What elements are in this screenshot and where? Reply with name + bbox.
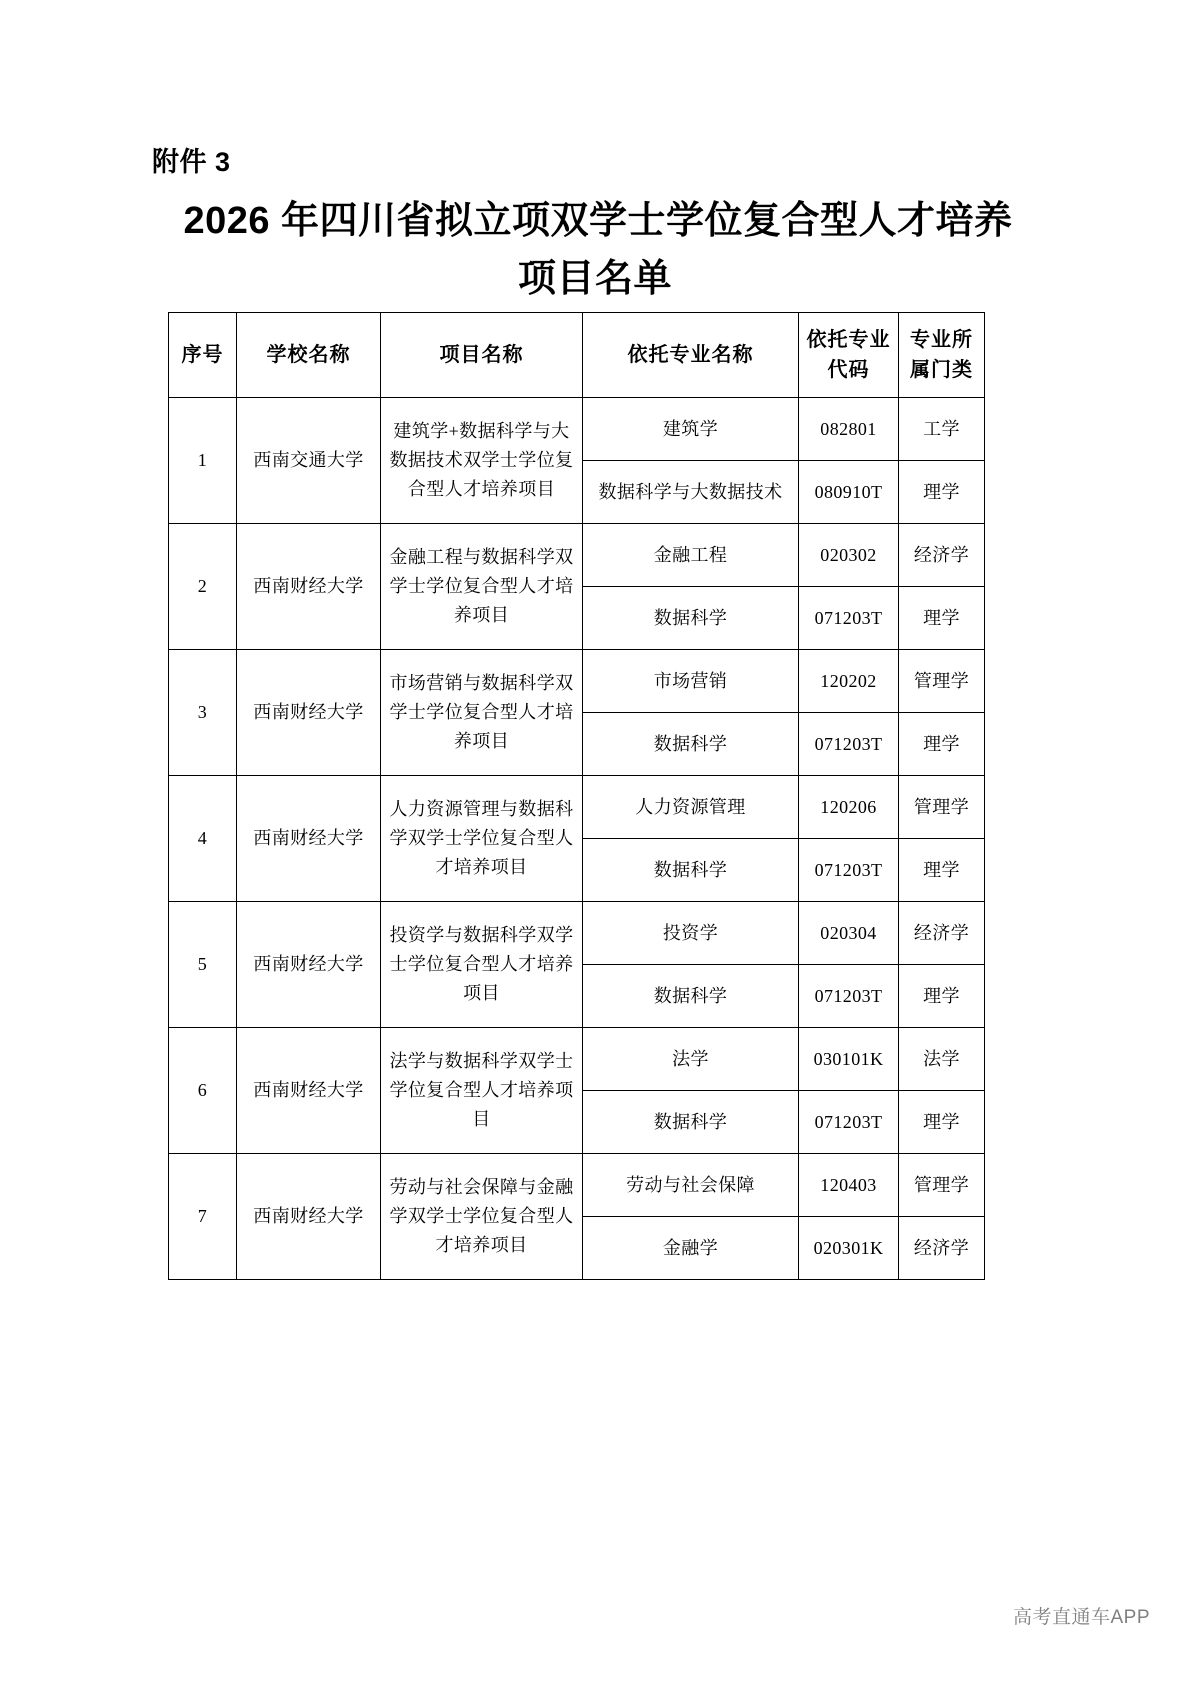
cell-major-category: 理学 [899,713,985,776]
cell-major-code: 120202 [799,650,899,713]
cell-major-category: 经济学 [899,1217,985,1280]
cell-school: 西南财经大学 [237,524,381,650]
cell-seq: 3 [169,650,237,776]
table-row [169,650,985,713]
cell-major-code: 080910T [799,461,899,524]
cell-major: 劳动与社会保障 [583,1154,799,1217]
cell-major-category: 经济学 [899,524,985,587]
cell-project: 法学与数据科学双学士学位复合型人才培养项目 [381,1028,583,1154]
cell-major-category: 管理学 [899,1154,985,1217]
cell-school: 西南财经大学 [237,650,381,776]
table-row [169,1154,985,1217]
cell-major: 人力资源管理 [583,776,799,839]
cell-major-category: 管理学 [899,776,985,839]
cell-major-code: 020304 [799,902,899,965]
cell-major-code: 071203T [799,965,899,1028]
cell-project: 投资学与数据科学双学士学位复合型人才培养项目 [381,902,583,1028]
table-row [169,1028,985,1091]
table-row [169,524,985,587]
cell-major: 金融工程 [583,524,799,587]
cell-project: 劳动与社会保障与金融学双学士学位复合型人才培养项目 [381,1154,583,1280]
cell-major-code: 071203T [799,839,899,902]
cell-school: 西南财经大学 [237,1028,381,1154]
column-header-code: 依托专业代码 [799,313,899,398]
project-list-table-wrapper [168,312,984,1280]
cell-major: 数据科学 [583,713,799,776]
cell-major: 法学 [583,1028,799,1091]
cell-major: 数据科学 [583,965,799,1028]
cell-major-category: 工学 [899,398,985,461]
table-header [169,313,985,398]
column-header-seq: 序号 [169,313,237,398]
cell-major-code: 030101K [799,1028,899,1091]
cell-seq: 2 [169,524,237,650]
table-row [169,398,985,461]
cell-seq: 5 [169,902,237,1028]
cell-major: 市场营销 [583,650,799,713]
cell-major-code: 071203T [799,587,899,650]
cell-major-category: 法学 [899,1028,985,1091]
page-title-line-1: 2026 年四川省拟立项双学士学位复合型人才培养 [183,200,1013,242]
cell-major-code: 120206 [799,776,899,839]
cell-major-code: 082801 [799,398,899,461]
cell-major: 数据科学 [583,839,799,902]
cell-major-code: 020301K [799,1217,899,1280]
table-body [169,398,985,1280]
cell-major-category: 理学 [899,587,985,650]
cell-major-code: 071203T [799,713,899,776]
column-header-category: 专业所属门类 [899,313,985,398]
cell-project: 市场营销与数据科学双学士学位复合型人才培养项目 [381,650,583,776]
cell-major: 数据科学 [583,1091,799,1154]
cell-seq: 1 [169,398,237,524]
cell-major: 投资学 [583,902,799,965]
footer-watermark: 高考直通车APP [1012,1607,1150,1628]
cell-seq: 7 [169,1154,237,1280]
cell-school: 西南交通大学 [237,398,381,524]
table-row [169,776,985,839]
cell-major: 金融学 [583,1217,799,1280]
cell-project: 金融工程与数据科学双学士学位复合型人才培养项目 [381,524,583,650]
column-header-school: 学校名称 [237,313,381,398]
cell-project: 建筑学+数据科学与大数据技术双学士学位复合型人才培养项目 [381,398,583,524]
cell-school: 西南财经大学 [237,1154,381,1280]
page-title-line-2: 项目名单 [517,258,672,300]
cell-major-category: 管理学 [899,650,985,713]
cell-major-code: 020302 [799,524,899,587]
cell-major: 数据科学与大数据技术 [583,461,799,524]
page-title [0,192,1190,308]
cell-major-category: 理学 [899,1091,985,1154]
cell-major-category: 理学 [899,839,985,902]
cell-school: 西南财经大学 [237,902,381,1028]
cell-major-category: 理学 [899,461,985,524]
cell-seq: 4 [169,776,237,902]
cell-major-code: 071203T [799,1091,899,1154]
cell-major: 数据科学 [583,587,799,650]
cell-project: 人力资源管理与数据科学双学士学位复合型人才培养项目 [381,776,583,902]
project-list-table [168,312,985,1280]
cell-major-category: 理学 [899,965,985,1028]
column-header-major: 依托专业名称 [583,313,799,398]
cell-seq: 6 [169,1028,237,1154]
table-header-row [169,313,985,398]
cell-major: 建筑学 [583,398,799,461]
column-header-project: 项目名称 [381,313,583,398]
cell-major-category: 经济学 [899,902,985,965]
cell-major-code: 120403 [799,1154,899,1217]
table-row [169,902,985,965]
attachment-label: 附件 3 [152,147,231,177]
cell-school: 西南财经大学 [237,776,381,902]
